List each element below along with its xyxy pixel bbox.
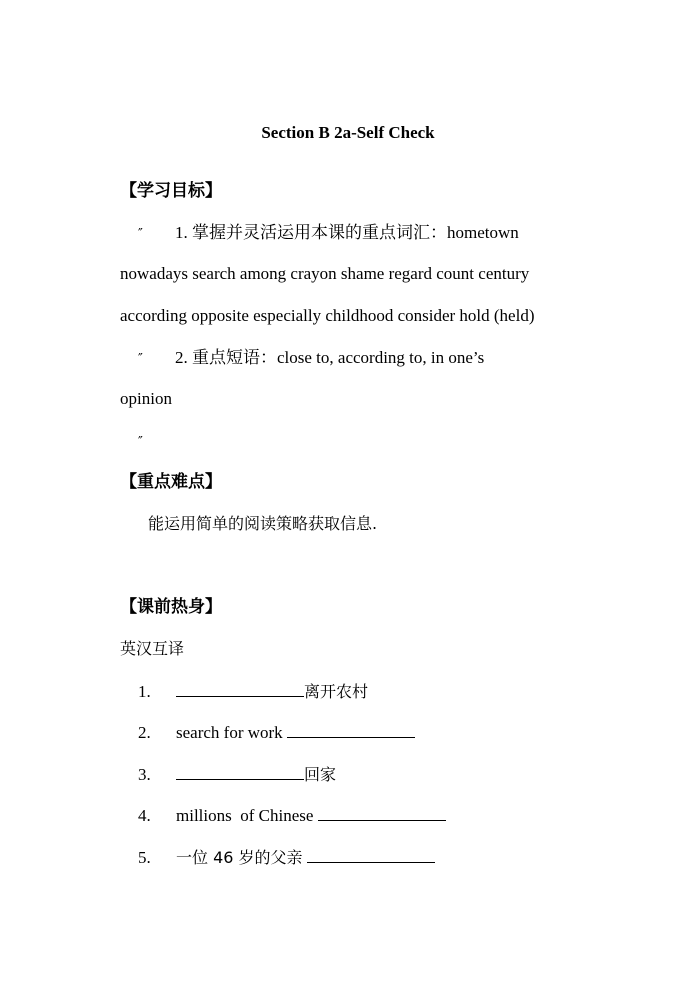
answer-blank[interactable]	[287, 721, 415, 738]
objective-mark-2: ″	[138, 352, 143, 367]
exercise-item-5: 5. 一位 46 岁的父亲	[138, 846, 435, 869]
objectives-heading: 【学习目标】	[120, 181, 222, 200]
exercise-item-3: 3. 回家	[138, 765, 337, 784]
objective-item-2-line-1: 2. 重点短语：close to, according to, in one’s	[175, 348, 485, 367]
objective-item-1-line-3: according opposite especially childhood consider hold (held)	[120, 306, 535, 325]
objective-item-2-line-2: opinion	[120, 389, 172, 408]
warmup-subheading: 英汉互译	[120, 639, 185, 658]
key-points-text: 能运用简单的阅读策略获取信息.	[148, 514, 378, 533]
exercise-item-4: 4. millions of Chinese	[138, 804, 446, 827]
objective-mark-3: ″	[138, 435, 143, 450]
page-title: Section B 2a-Self Check	[261, 123, 435, 142]
objective-item-1-line-1: 1. 掌握并灵活运用本课的重点词汇：hometown	[175, 223, 519, 242]
answer-blank[interactable]	[307, 846, 435, 863]
exercise-item-2: 2. search for work	[138, 721, 415, 744]
answer-blank[interactable]	[176, 680, 304, 697]
exercise-item-1: 1. 离开农村	[138, 682, 369, 701]
answer-blank[interactable]	[176, 763, 304, 780]
warmup-heading: 【课前热身】	[120, 597, 222, 616]
answer-blank[interactable]	[318, 804, 446, 821]
objective-mark-1: ″	[138, 227, 143, 242]
objective-item-1-line-2: nowadays search among crayon shame regard count century	[120, 264, 530, 283]
key-points-heading: 【重点难点】	[120, 472, 222, 491]
